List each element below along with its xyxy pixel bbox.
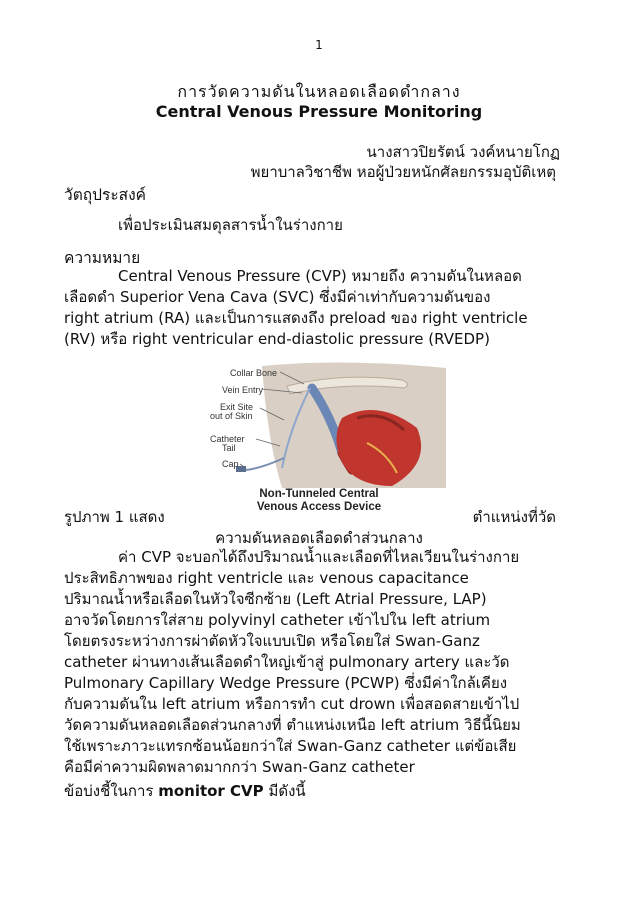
body-paragraph — [64, 547, 574, 778]
caption-line-2: ความดันหลอดเลือดดำส่วนกลาง — [215, 529, 423, 547]
objective-text: เพื่อประเมินสมดุลสารน้ำในร่างกาย — [118, 216, 343, 234]
paragraph-line: ประสิทธิภาพของ right ventricle และ venous capacitance — [64, 569, 469, 587]
paragraph-line: Central Venous Pressure (CVP) หมายถึง ความดันในหลอด — [118, 267, 522, 285]
paragraph-line: โดยตรงระหว่างการผ่าตัดหัวใจแบบเปิด หรือโดยใส่ Swan-Ganz — [64, 632, 480, 650]
paragraph-line: right atrium (RA) และเป็นการแสดงถึง preload ของ right ventricle — [64, 309, 528, 327]
paragraph-line: catheter ผ่านทางเส้นเลือดดำใหญ่เข้าสู่ pulmonary artery และวัด — [64, 653, 510, 671]
paragraph-line: คือมีค่าความผิดพลาดมากกว่า Swan-Ganz catheter — [64, 758, 415, 776]
figure-caption-line: Non-Tunneled Central — [259, 488, 379, 500]
label-tail: Tail — [222, 443, 236, 453]
figure-caption-line: Venous Access Device — [256, 501, 382, 513]
indications-line — [64, 779, 306, 803]
page-number: 1 — [315, 38, 323, 52]
meaning-heading: ความหมาย — [64, 249, 141, 267]
cvp-catheter-figure — [192, 358, 446, 528]
author-name: นางสาวปิยรัตน์ วงค์หนายโกฏ — [366, 143, 560, 161]
indications-bold: monitor CVP — [158, 782, 264, 800]
paragraph-line: กับความดันใน left atrium หรือการทำ cut drown เพื่อสอดสายเข้าไป — [64, 695, 520, 713]
title-thai: การวัดความดันในหลอดเลือดดำกลาง — [177, 82, 461, 101]
paragraph-line: เลือดดำ Superior Vena Cava (SVC) ซึ่งมีค่าเท่ากับความดันของ — [64, 288, 491, 306]
label-catheter: Catheter — [210, 434, 245, 444]
label-out-of-skin: out of Skin — [210, 411, 253, 421]
label-vein-entry: Vein Entry — [222, 385, 264, 395]
paragraph-line: (RV) หรือ right ventricular end-diastolic pressure (RVEDP) — [64, 330, 490, 348]
label-exit-site: Exit Site — [220, 402, 254, 412]
paragraph-line: Pulmonary Capillary Wedge Pressure (PCWP) ซึ่งมีค่าใกล้เคียง — [64, 674, 508, 692]
indications-suffix: มีดังนี้ — [263, 782, 306, 800]
author-affiliation: พยาบาลวิชาชีพ หอผู้ป่วยหนักศัลยกรรมอุบัติเหตุ — [250, 163, 556, 181]
paragraph-line: ใช้เพราะภาวะแทรกซ้อนน้อยกว่าใส่ Swan-Ganz catheter แต่ข้อเสีย — [64, 737, 517, 755]
meaning-paragraph — [64, 266, 574, 350]
objective-heading: วัตถุประสงค์ — [64, 186, 147, 204]
paragraph-line: ค่า CVP จะบอกได้ถึงปริมาณน้ำและเลือดที่ไหลเวียนในร่างกาย — [118, 548, 520, 566]
caption-left: รูปภาพ 1 แสดง — [64, 508, 165, 526]
paragraph-line: วัดความดันหลอดเลือดส่วนกลางที่ ตำแหน่งเหนือ left atrium วิธีนี้นิยม — [64, 716, 521, 734]
label-cap: Cap — [222, 459, 239, 469]
figure-caption — [192, 488, 446, 514]
paragraph-line: ปริมาณน้ำหรือเลือดในหัวใจซีกซ้าย (Left Atrial Pressure, LAP) — [64, 590, 487, 608]
label-collar-bone: Collar Bone — [230, 368, 278, 378]
title-english: Central Venous Pressure Monitoring — [155, 102, 483, 121]
paragraph-line: อาจวัดโดยการใส่สาย polyvinyl catheter เข้าไปใน left atrium — [64, 611, 491, 629]
indications-prefix: ข้อบ่งชี้ในการ — [64, 782, 159, 800]
caption-right: ตำแหน่งที่วัด — [472, 508, 556, 526]
